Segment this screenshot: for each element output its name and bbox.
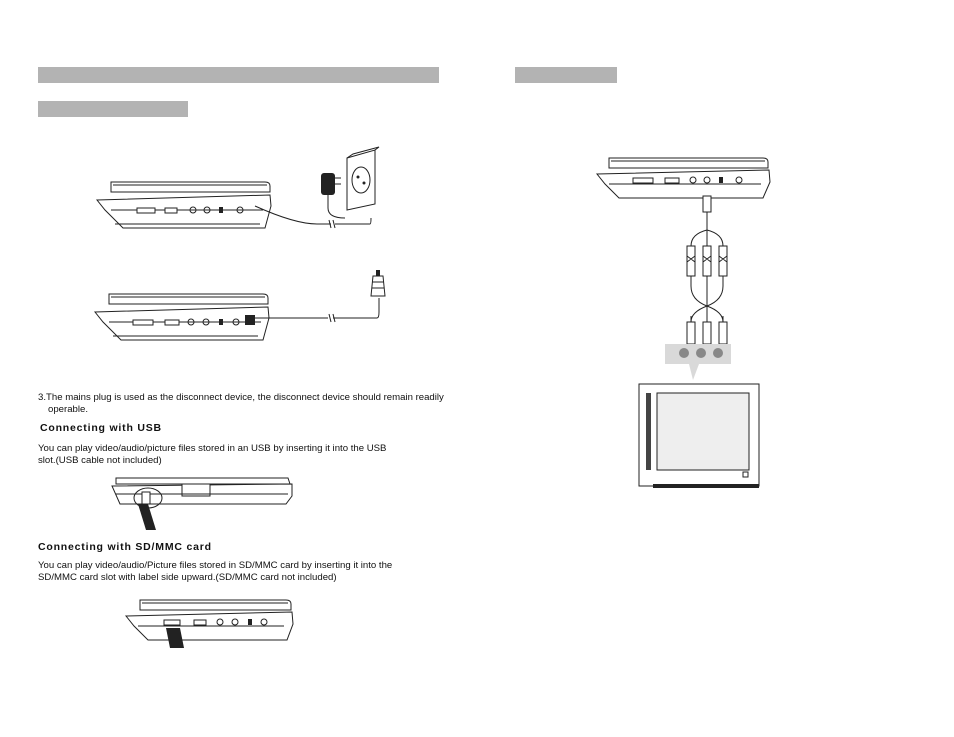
car-adapter-icon: [371, 270, 385, 296]
usb-line-2: slot.(USB cable not included): [38, 454, 162, 466]
dvd-player-drawing: [97, 182, 271, 228]
wall-socket-icon: [347, 147, 379, 210]
av-input-panel: [665, 344, 731, 380]
dvd-player-drawing: [95, 294, 269, 340]
ac-adapter-icon: [321, 173, 345, 218]
subsection-header-bar: [38, 101, 188, 117]
note-line-1: 3.The mains plug is used as the disconnect device, the disconnect device should remain readily: [38, 392, 444, 403]
player-car-connection-illustration: [93, 268, 393, 348]
television-icon: [639, 384, 759, 488]
section-header-bar: [38, 67, 439, 83]
sd-line-1: You can play video/audio/Picture files stored in SD/MMC card by inserting it into the: [38, 560, 393, 571]
note-line-2: operable.: [48, 403, 89, 415]
usb-description: [38, 443, 438, 466]
usb-line-1: You can play video/audio/picture files stored in an USB by inserting it into the USB: [38, 443, 387, 454]
player-ac-connection-illustration: [95, 148, 395, 243]
sd-card-insertion-illustration: [124, 596, 304, 654]
sd-line-2: SD/MMC card slot with label side upward.(SD/MMC card not included): [38, 571, 337, 583]
sd-description: [38, 560, 438, 583]
dvd-player-drawing: [597, 158, 770, 198]
usb-heading: Connecting with USB: [40, 422, 162, 434]
disconnect-device-note: [38, 392, 448, 415]
av-to-tv-illustration: [595, 150, 775, 490]
sd-heading: Connecting with SD/MMC card: [38, 541, 212, 553]
right-section-header-bar: [515, 67, 617, 83]
car-cable: [255, 298, 379, 318]
rca-cable-icon: [687, 196, 727, 344]
usb-insertion-illustration: [110, 474, 300, 536]
